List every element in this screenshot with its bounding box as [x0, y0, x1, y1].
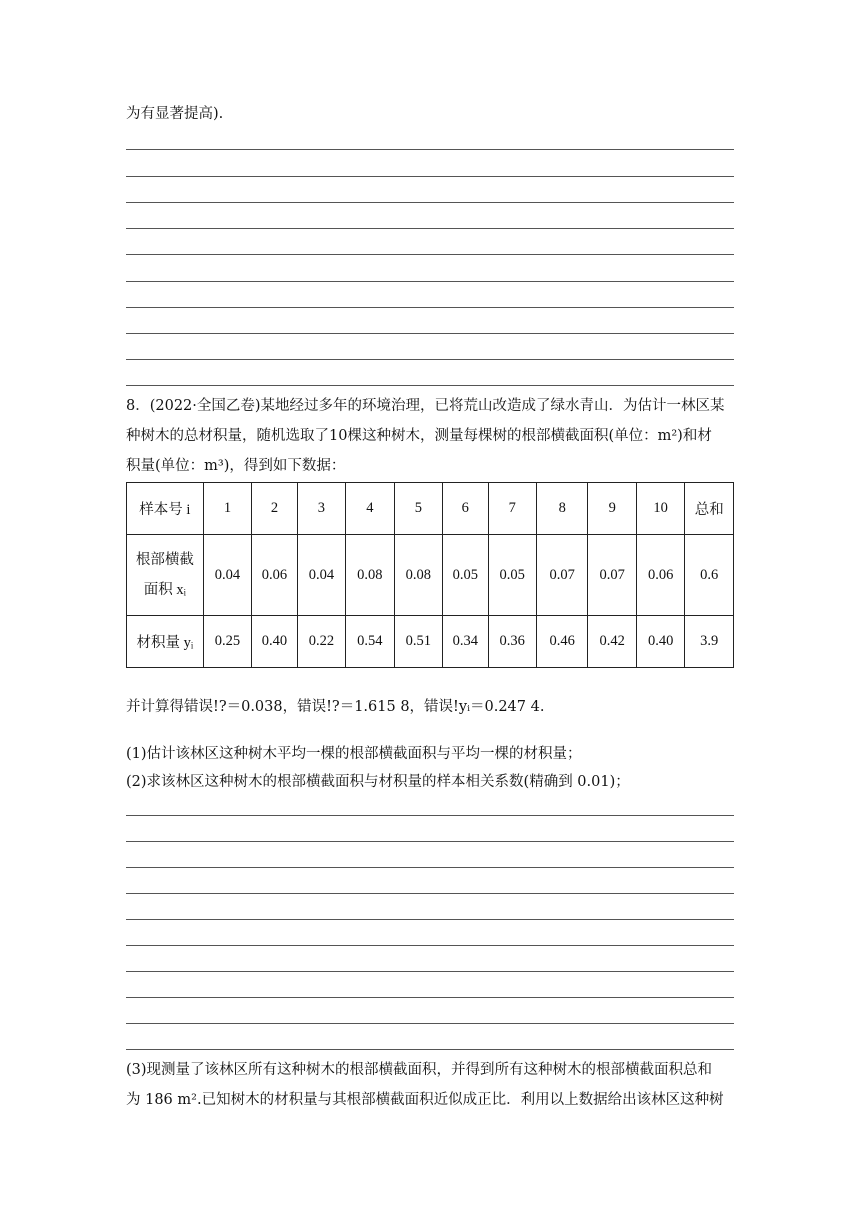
sample-number: 3	[297, 483, 345, 535]
y-value: 0.54	[346, 616, 394, 668]
sample-number: 1	[203, 483, 251, 535]
answer-line	[126, 997, 734, 998]
computed-sums: 并计算得错误!?＝0.038，错误!?＝1.615 8，错误!yᵢ＝0.247 4.	[126, 699, 545, 715]
problem-line-3: 积量(单位：m³)，得到如下数据：	[126, 458, 346, 474]
answer-line	[126, 1023, 734, 1024]
y-value: 0.40	[252, 616, 297, 668]
sample-number: 10	[636, 483, 684, 535]
row-y-label: 材积量 yᵢ	[127, 616, 204, 668]
x-value: 0.06	[252, 535, 297, 616]
y-sum: 3.9	[685, 616, 734, 668]
problem-line-2: 种树木的总材积量，随机选取了10棵这种树木，测量每棵树的根部横截面积(单位：m²)和材	[126, 428, 712, 444]
x-value: 0.07	[536, 535, 588, 616]
sum-label: 总和	[685, 483, 734, 535]
y-value: 0.22	[297, 616, 345, 668]
y-value: 0.40	[636, 616, 684, 668]
answer-line	[126, 1049, 734, 1050]
continuation-text: 为有显著提高).	[126, 106, 224, 122]
x-value: 0.08	[394, 535, 442, 616]
answer-line	[126, 385, 734, 386]
sample-number: 5	[394, 483, 442, 535]
data-table	[126, 482, 734, 668]
table-row-x	[127, 535, 734, 616]
answer-line	[126, 176, 734, 177]
sample-number: 2	[252, 483, 297, 535]
x-value: 0.06	[636, 535, 684, 616]
x-value: 0.05	[488, 535, 536, 616]
sample-number: 4	[346, 483, 394, 535]
problem-line-1: 8．(2022·全国乙卷)某地经过多年的环境治理，已将荒山改造成了绿水青山．为估计一林区某	[126, 398, 725, 414]
answer-line	[126, 971, 734, 972]
x-value: 0.04	[297, 535, 345, 616]
answer-line	[126, 281, 734, 282]
row-x-label: 根部横截 面积 xᵢ	[127, 535, 204, 616]
answer-line	[126, 307, 734, 308]
sample-number: 7	[488, 483, 536, 535]
table-row-sample	[127, 483, 734, 535]
answer-line	[126, 893, 734, 894]
x-value: 0.07	[588, 535, 636, 616]
answer-line	[126, 228, 734, 229]
sample-number: 9	[588, 483, 636, 535]
y-value: 0.51	[394, 616, 442, 668]
y-value: 0.25	[203, 616, 251, 668]
answer-line	[126, 919, 734, 920]
table-row-y	[127, 616, 734, 668]
x-value: 0.05	[443, 535, 488, 616]
question-1: (1)估计该林区这种树木平均一棵的根部横截面积与平均一棵的材积量；	[126, 746, 582, 762]
y-value: 0.42	[588, 616, 636, 668]
answer-line	[126, 149, 734, 150]
answer-line	[126, 254, 734, 255]
y-value: 0.46	[536, 616, 588, 668]
sample-number: 8	[536, 483, 588, 535]
question-2: (2)求该林区这种树木的根部横截面积与材积量的样本相关系数(精确到 0.01)；	[126, 774, 630, 790]
x-sum: 0.6	[685, 535, 734, 616]
answer-line	[126, 815, 734, 816]
x-value: 0.08	[346, 535, 394, 616]
question-3-line-2: 为 186 m².已知树木的材积量与其根部横截面积近似成正比．利用以上数据给出该林区这种树	[126, 1092, 724, 1108]
header-label: 样本号 i	[127, 483, 204, 535]
answer-line	[126, 867, 734, 868]
answer-line	[126, 841, 734, 842]
y-value: 0.34	[443, 616, 488, 668]
sample-number: 6	[443, 483, 488, 535]
question-3-line-1: (3)现测量了该林区所有这种树木的根部横截面积，并得到所有这种树木的根部横截面积总和	[126, 1062, 713, 1078]
answer-line	[126, 359, 734, 360]
x-value: 0.04	[203, 535, 251, 616]
y-value: 0.36	[488, 616, 536, 668]
answer-line	[126, 945, 734, 946]
answer-line	[126, 333, 734, 334]
answer-line	[126, 202, 734, 203]
